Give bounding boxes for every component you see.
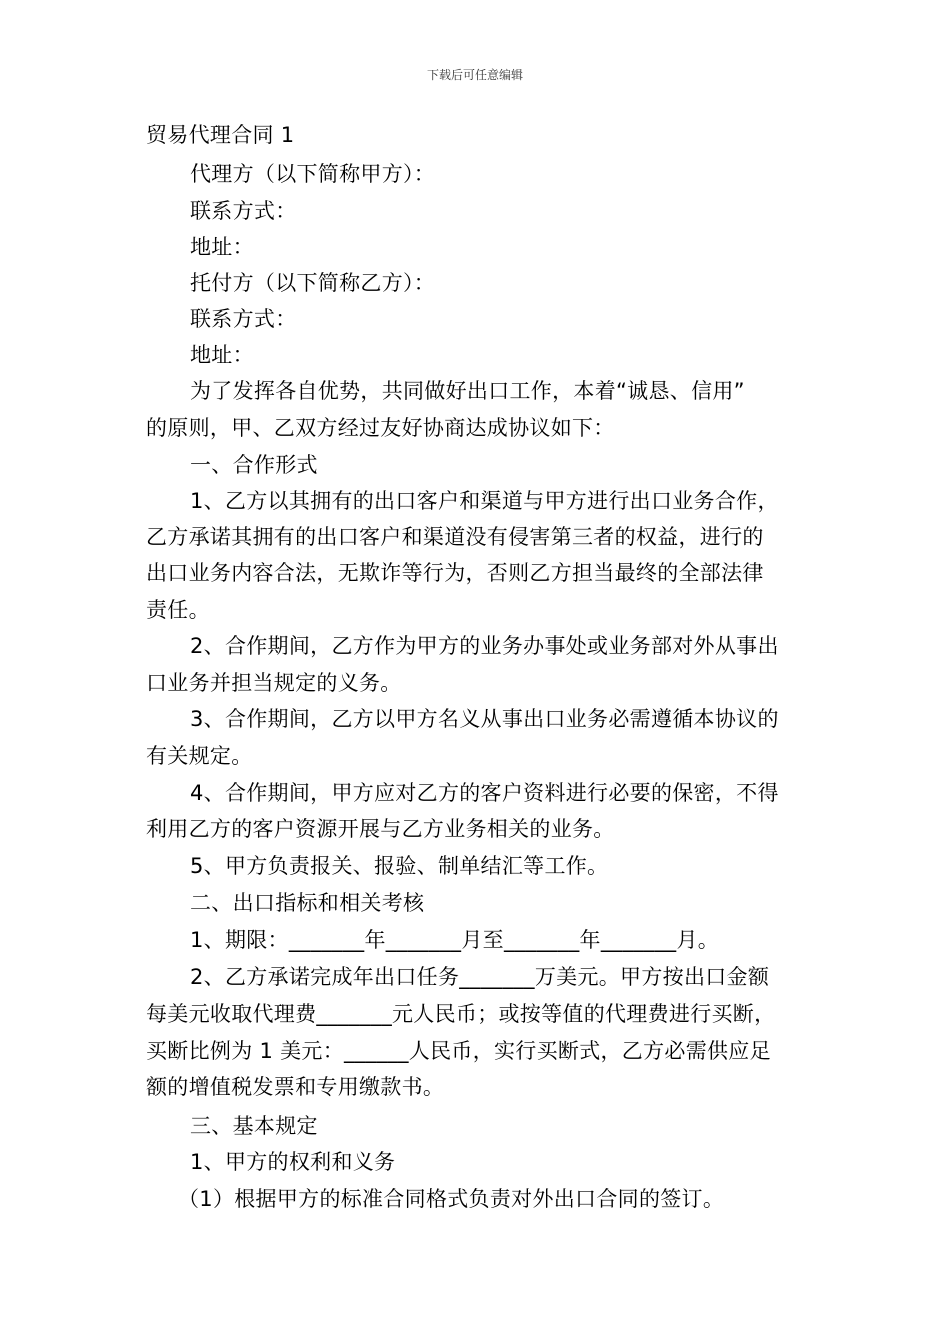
section-heading: 一、合作形式 [190,453,318,477]
paragraph-line: 出口业务内容合法，无欺诈等行为，否则乙方担当最终的全部法律 [146,561,764,585]
paragraph-line: （1）根据甲方的标准合同格式负责对外出口合同的签订。 [178,1187,725,1211]
paragraph-line: 每美元收取代理费_______元人民币；或按等值的代理费进行买断， [146,1002,776,1026]
paragraph-line: 联系方式： [190,307,297,331]
paragraph-line: 地址： [190,343,254,367]
section-heading: 三、基本规定 [190,1114,318,1138]
paragraph-line: 乙方承诺其拥有的出口客户和渠道没有侵害第三者的权益，进行的 [146,525,764,549]
paragraph-line: 联系方式： [190,199,297,223]
section-heading: 二、出口指标和相关考核 [190,891,425,915]
paragraph-line: 地址： [190,235,254,259]
document-title: 贸易代理合同 1 [146,123,295,147]
paragraph-line: 利用乙方的客户资源开展与乙方业务相关的业务。 [146,817,615,841]
paragraph-line: 口业务并担当规定的义务。 [146,671,402,695]
paragraph-line: 的原则，甲、乙双方经过友好协商达成协议如下： [146,416,615,440]
subsection-heading: 1、甲方的权利和义务 [190,1150,396,1174]
paragraph-line: 额的增值税发票和专用缴款书。 [146,1075,445,1099]
paragraph-line: 责任。 [146,598,210,622]
paragraph-line: 1、乙方以其拥有的出口客户和渠道与甲方进行出口业务合作， [190,489,779,513]
paragraph-line: 为了发挥各自优势，共同做好出口工作，本着“诚恳、信用” [190,379,745,403]
paragraph-line: 1、期限：_______年_______月至_______年_______月。 [190,928,720,952]
paragraph-line: 有关规定。 [146,744,253,768]
paragraph-line: 买断比例为 1 美元：______人民币，实行买断式，乙方必需供应足 [146,1039,771,1063]
paragraph-line: 代理方（以下简称甲方）： [190,162,436,186]
paragraph-line: 2、合作期间，乙方作为甲方的业务办事处或业务部对外从事出 [190,634,779,658]
paragraph-line: 4、合作期间，甲方应对乙方的客户资料进行必要的保密，不得 [190,781,779,805]
page-header: 下载后可任意编辑 [426,68,523,82]
paragraph-line: 3、合作期间，乙方以甲方名义从事出口业务必需遵循本协议的 [190,707,779,731]
paragraph-line: 5、甲方负责报关、报验、制单结汇等工作。 [190,854,609,878]
paragraph-line: 托付方（以下简称乙方）： [190,271,436,295]
paragraph-line: 2、乙方承诺完成年出口任务_______万美元。甲方按出口金额 [190,965,770,989]
